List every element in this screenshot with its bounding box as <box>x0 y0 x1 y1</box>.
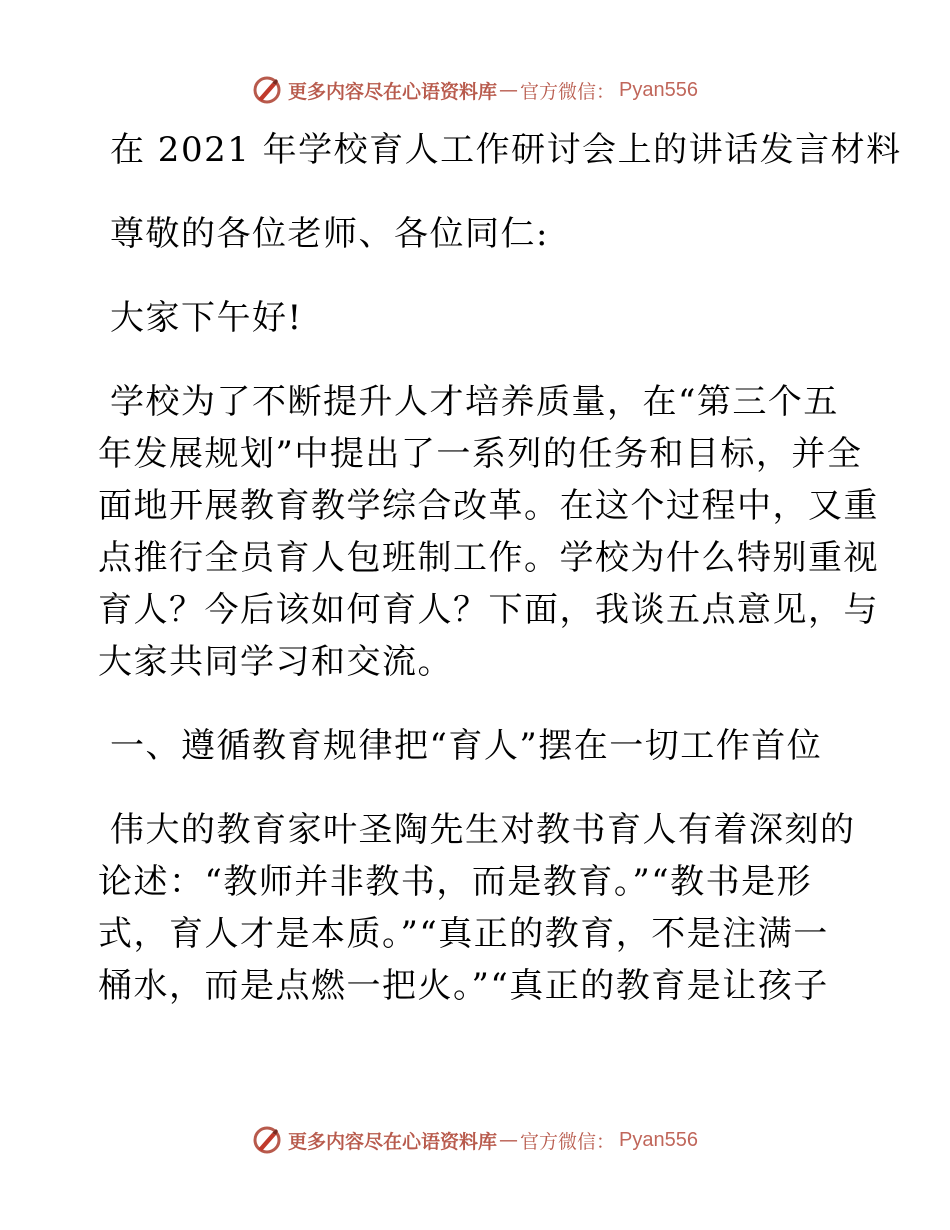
paragraph-line: 式，育人才是本质。”“真正的教育，不是注满一 <box>98 914 829 954</box>
pen-logo-icon <box>252 75 282 105</box>
official-wechat-label: 官方微信： <box>520 1130 616 1153</box>
paragraph-1 <box>98 376 879 688</box>
greeting: 大家下午好! <box>110 298 303 338</box>
promo-dash: — <box>499 1129 519 1151</box>
paragraph-line: 育人？今后该如何育人？下面，我谈五点意见，与 <box>98 590 879 630</box>
paragraph-line: 点推行全员育人包班制工作。学校为什么特别重视 <box>98 538 879 578</box>
official-wechat-label: 官方微信： <box>520 80 616 103</box>
paragraph-line: 学校为了不断提升人才培养质量，在“第三个五 <box>110 382 839 422</box>
paragraph-line: 大家共同学习和交流。 <box>98 642 453 682</box>
header-banner <box>0 72 950 108</box>
paragraph-2 <box>98 804 858 1012</box>
paragraph-line: 桶水，而是点燃一把火。”“真正的教育是让孩子 <box>98 966 829 1006</box>
promo-text: 更多内容尽在心语资料库 <box>288 80 498 103</box>
promo-text: 更多内容尽在心语资料库 <box>288 1130 498 1153</box>
paragraph-line: 面地开展教育教学综合改革。在这个过程中，又重 <box>98 486 879 526</box>
document-body <box>98 124 902 1012</box>
footer-banner <box>0 1122 950 1158</box>
paragraph-line: 伟大的教育家叶圣陶先生对教书育人有着深刻的 <box>110 810 856 850</box>
paragraph-line: 年发展规划”中提出了一系列的任务和目标，并全 <box>98 434 863 474</box>
pen-logo-icon <box>252 1125 282 1155</box>
section-heading-1: 一、遵循教育规律把“育人”摆在一切工作首位 <box>110 726 823 766</box>
wechat-id: Pyan556 <box>619 78 698 101</box>
salutation: 尊敬的各位老师、各位同仁: <box>110 214 549 254</box>
document-title: 在 2021 年学校育人工作研讨会上的讲话发言材料 <box>110 130 902 170</box>
paragraph-line: 论述：“教师并非教书，而是教育。”“教书是形 <box>98 862 813 902</box>
promo-dash: — <box>499 79 519 101</box>
wechat-id: Pyan556 <box>619 1128 698 1151</box>
